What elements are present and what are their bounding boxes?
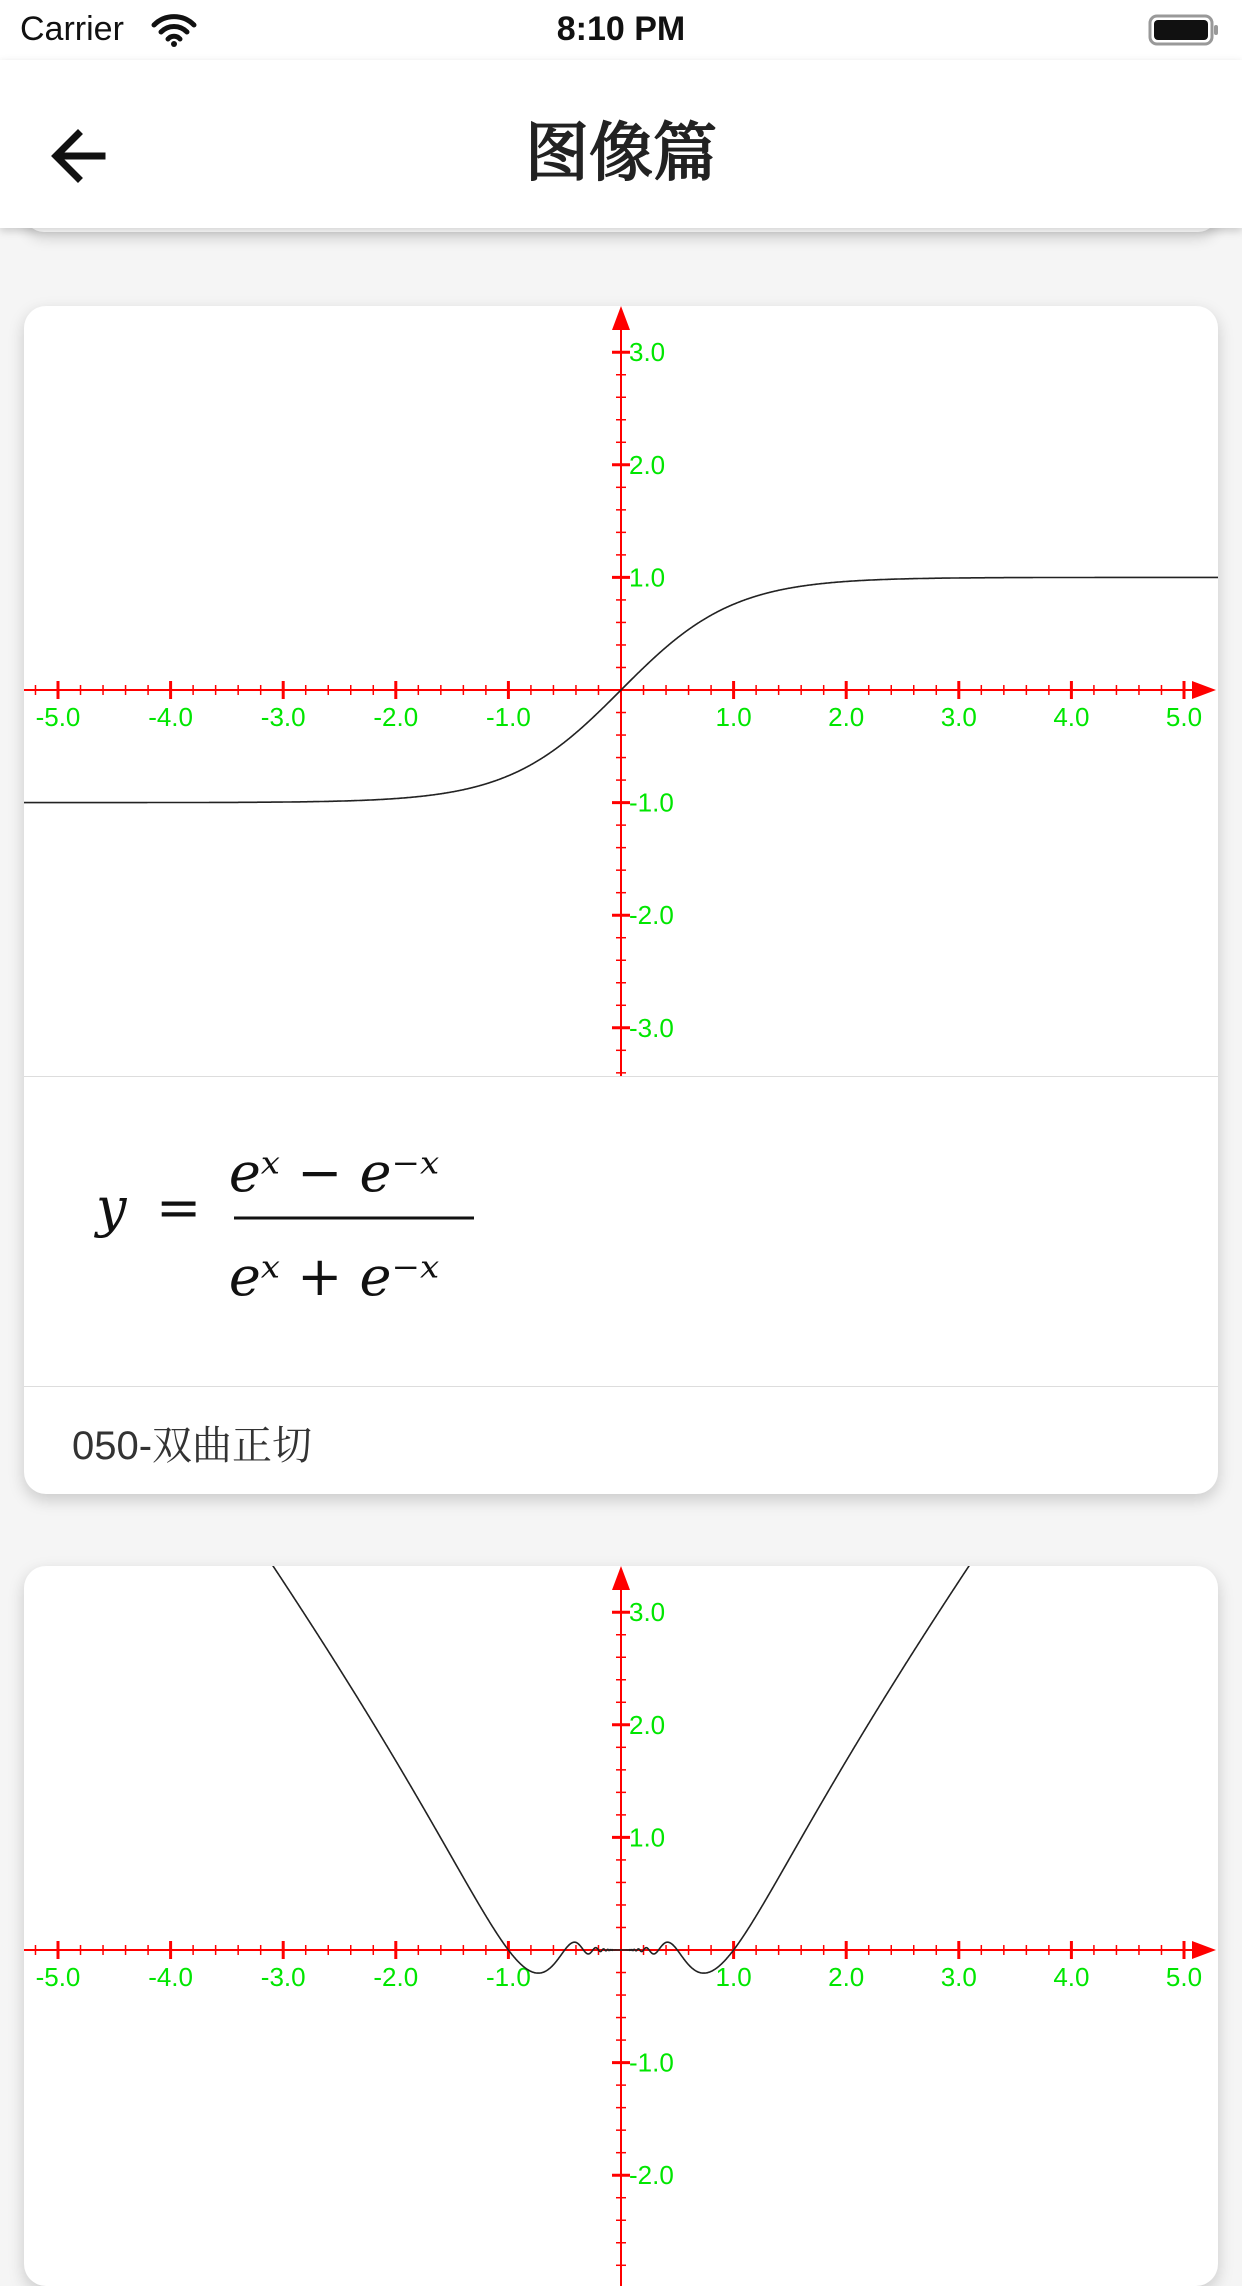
formula-denominator: eˣ + e⁻ˣ: [228, 1245, 440, 1308]
y-tick-label: -2.0: [629, 900, 674, 931]
divider: [24, 1076, 1218, 1077]
x-tick-label: 5.0: [1165, 1962, 1203, 1992]
y-tick-label: -1.0: [629, 787, 674, 818]
x-tick-label: -4.0: [148, 702, 194, 732]
formula-equals: =: [156, 1176, 202, 1239]
x-tick-label: -2.0: [373, 702, 419, 732]
x-tick-label: -1.0: [485, 702, 531, 732]
y-tick-label: 2.0: [629, 449, 666, 480]
x-tick-label: -1.0: [485, 1962, 531, 1992]
function-card-tanh[interactable]: [24, 306, 1218, 1494]
status-bar: [0, 0, 1242, 60]
y-tick-label: 1.0: [629, 1822, 666, 1853]
x-tick-label: 3.0: [940, 702, 977, 732]
x-tick-label: 2.0: [828, 1962, 865, 1992]
x-tick-label: -2.0: [373, 1962, 419, 1992]
y-axis-arrow: [612, 306, 630, 330]
battery-icon: [1148, 14, 1220, 46]
x-tick-label: 4.0: [1053, 702, 1090, 732]
x-tick-label: -3.0: [260, 702, 306, 732]
carrier-label: Carrier: [20, 10, 124, 48]
x-tick-label: 1.0: [715, 702, 752, 732]
y-tick-label: 1.0: [629, 562, 666, 593]
x-tick-label: 1.0: [715, 1962, 752, 1992]
x-tick-label: 5.0: [1165, 702, 1203, 732]
y-axis-arrow: [612, 1566, 630, 1590]
x-tick-label: 4.0: [1053, 1962, 1090, 1992]
x-tick-label: -3.0: [260, 1962, 306, 1992]
function-card-oscillation[interactable]: [24, 1566, 1218, 2286]
formula: [70, 1131, 590, 1311]
y-tick-label: -1.0: [629, 2047, 674, 2078]
x-axis-arrow: [1192, 681, 1216, 699]
divider: [24, 1386, 1218, 1387]
y-tick-label: 3.0: [629, 337, 666, 368]
status-time: 8:10 PM: [556, 10, 686, 48]
y-tick-label: -2.0: [629, 2160, 674, 2191]
x-tick-label: -5.0: [35, 1962, 81, 1992]
x-tick-label: 2.0: [828, 702, 865, 732]
page-title: 图像篇: [525, 117, 717, 189]
navigation-bar: [0, 60, 1242, 228]
y-tick-label: -3.0: [629, 1012, 674, 1043]
formula-numerator: eˣ − e⁻ˣ: [228, 1141, 440, 1204]
formula-lhs: y: [96, 1176, 127, 1239]
x-tick-label: -5.0: [35, 702, 81, 732]
x-axis-arrow: [1192, 1941, 1216, 1959]
x-tick-label: 3.0: [940, 1962, 977, 1992]
x-tick-label: -4.0: [148, 1962, 194, 1992]
function-graph: [24, 306, 1218, 1076]
y-tick-label: 2.0: [629, 1709, 666, 1740]
function-graph: [24, 1566, 1218, 2286]
card-caption: 050-双曲正切: [72, 1424, 313, 1468]
y-tick-label: 3.0: [629, 1597, 666, 1628]
